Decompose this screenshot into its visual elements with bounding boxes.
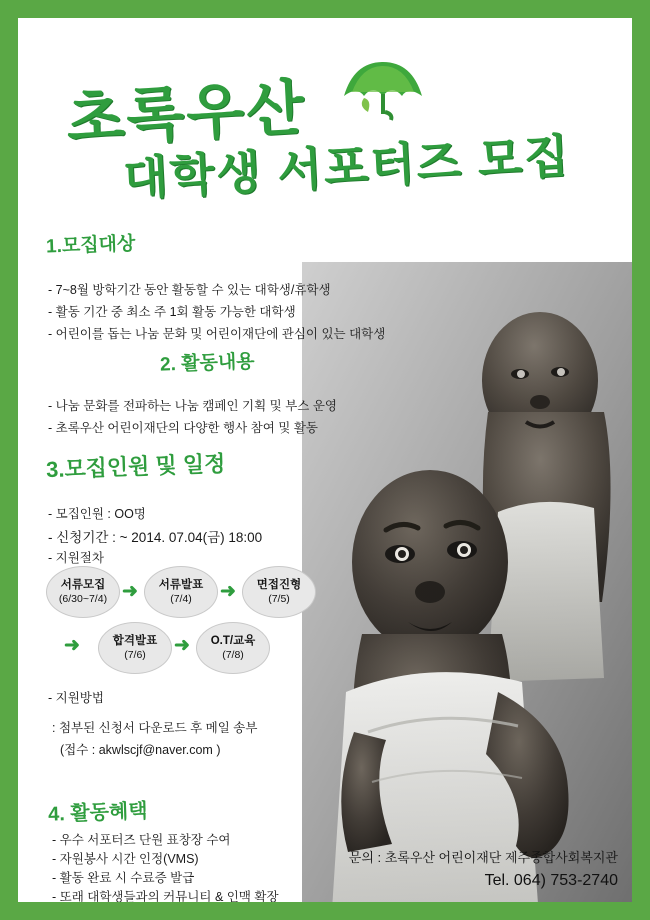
flow-step-3-label: 면접진형 [256,579,302,592]
flow-step-3-date: (7/5) [268,592,290,605]
flow-step-3 [242,566,316,618]
flow-step-1 [46,566,120,618]
flow-arrow-2-icon: ➜ [220,581,236,602]
flow-step-4 [98,622,172,674]
flow-step-2-date: (7/4) [170,592,192,605]
section-2-line-1: - 나눔 문화를 전파하는 나눔 캠페인 기획 및 부스 운영 [48,399,337,413]
section-1-line-2: - 활동 기간 중 최소 주 1회 활동 가능한 대학생 [48,305,296,319]
section-3-line-2: - 신청기간 : ~ 2014. 07.04(금) 18:00 [48,530,263,545]
flow-step-5-date: (7/8) [222,648,244,661]
flow-step-2 [144,566,218,618]
apply-method-label: - 지원방법 [48,691,104,705]
flow-arrow-1-icon: ➜ [122,581,138,602]
page-subtitle: 대학생 서포터즈 모집 [122,129,572,205]
apply-method-line-2: (접수 : akwlscjf@naver.com ) [60,743,221,757]
section-4-line-2: - 자원봉사 시간 인정(VMS) [52,852,199,866]
flow-step-5-label: O.T/교육 [210,635,256,648]
section-4-line-4: - 또래 대학생들과의 커뮤니티 & 인맥 확장 [52,890,279,902]
flow-step-4-label: 합격발표 [112,635,158,648]
flow-step-4-date: (7/6) [124,648,146,661]
green-umbrella-icon [338,56,428,122]
section-4-heading: 4. 활동혜택 [47,800,148,826]
flow-step-1-date: (6/30~7/4) [58,592,108,605]
section-4-line-1: - 우수 서포터즈 단원 표창장 수여 [52,833,231,847]
section-3-line-1: - 모집인원 : OO명 [48,507,146,521]
page-title: 초록우산 [64,73,308,154]
flow-step-5 [196,622,270,674]
poster-title-block [18,26,632,216]
poster-canvas [18,18,632,902]
section-1-heading: 1.모집대상 [45,233,136,258]
photo-two-children [302,262,632,902]
section-2-line-2: - 초록우산 어린이재단의 다양한 행사 참여 및 활동 [48,421,318,435]
section-4-line-3: - 활동 완료 시 수료증 발급 [52,871,195,885]
section-2-heading: 2. 활동내용 [159,351,255,376]
section-3-line-3: - 지원절차 [48,551,104,565]
section-1-line-3: - 어린이를 돕는 나눔 문화 및 어린이재단에 관심이 있는 대학생 [48,327,386,341]
apply-method-line-1: : 첨부된 신청서 다운로드 후 메일 송부 [52,721,258,735]
footer-contact: 문의 : 초록우산 어린이재단 제주종합사회복지관 [348,850,618,865]
footer-phone: Tel. 064) 753-2740 [484,872,618,889]
section-1-line-1: - 7~8월 방학기간 동안 활동할 수 있는 대학생/휴학생 [48,283,331,297]
flow-step-1-label: 서류모집 [60,579,106,592]
flow-step-2-label: 서류발표 [158,579,204,592]
flow-arrow-3-icon: ➜ [64,635,80,656]
section-3-heading: 3.모집인원 및 일정 [45,450,226,483]
flow-arrow-4-icon: ➜ [174,635,190,656]
